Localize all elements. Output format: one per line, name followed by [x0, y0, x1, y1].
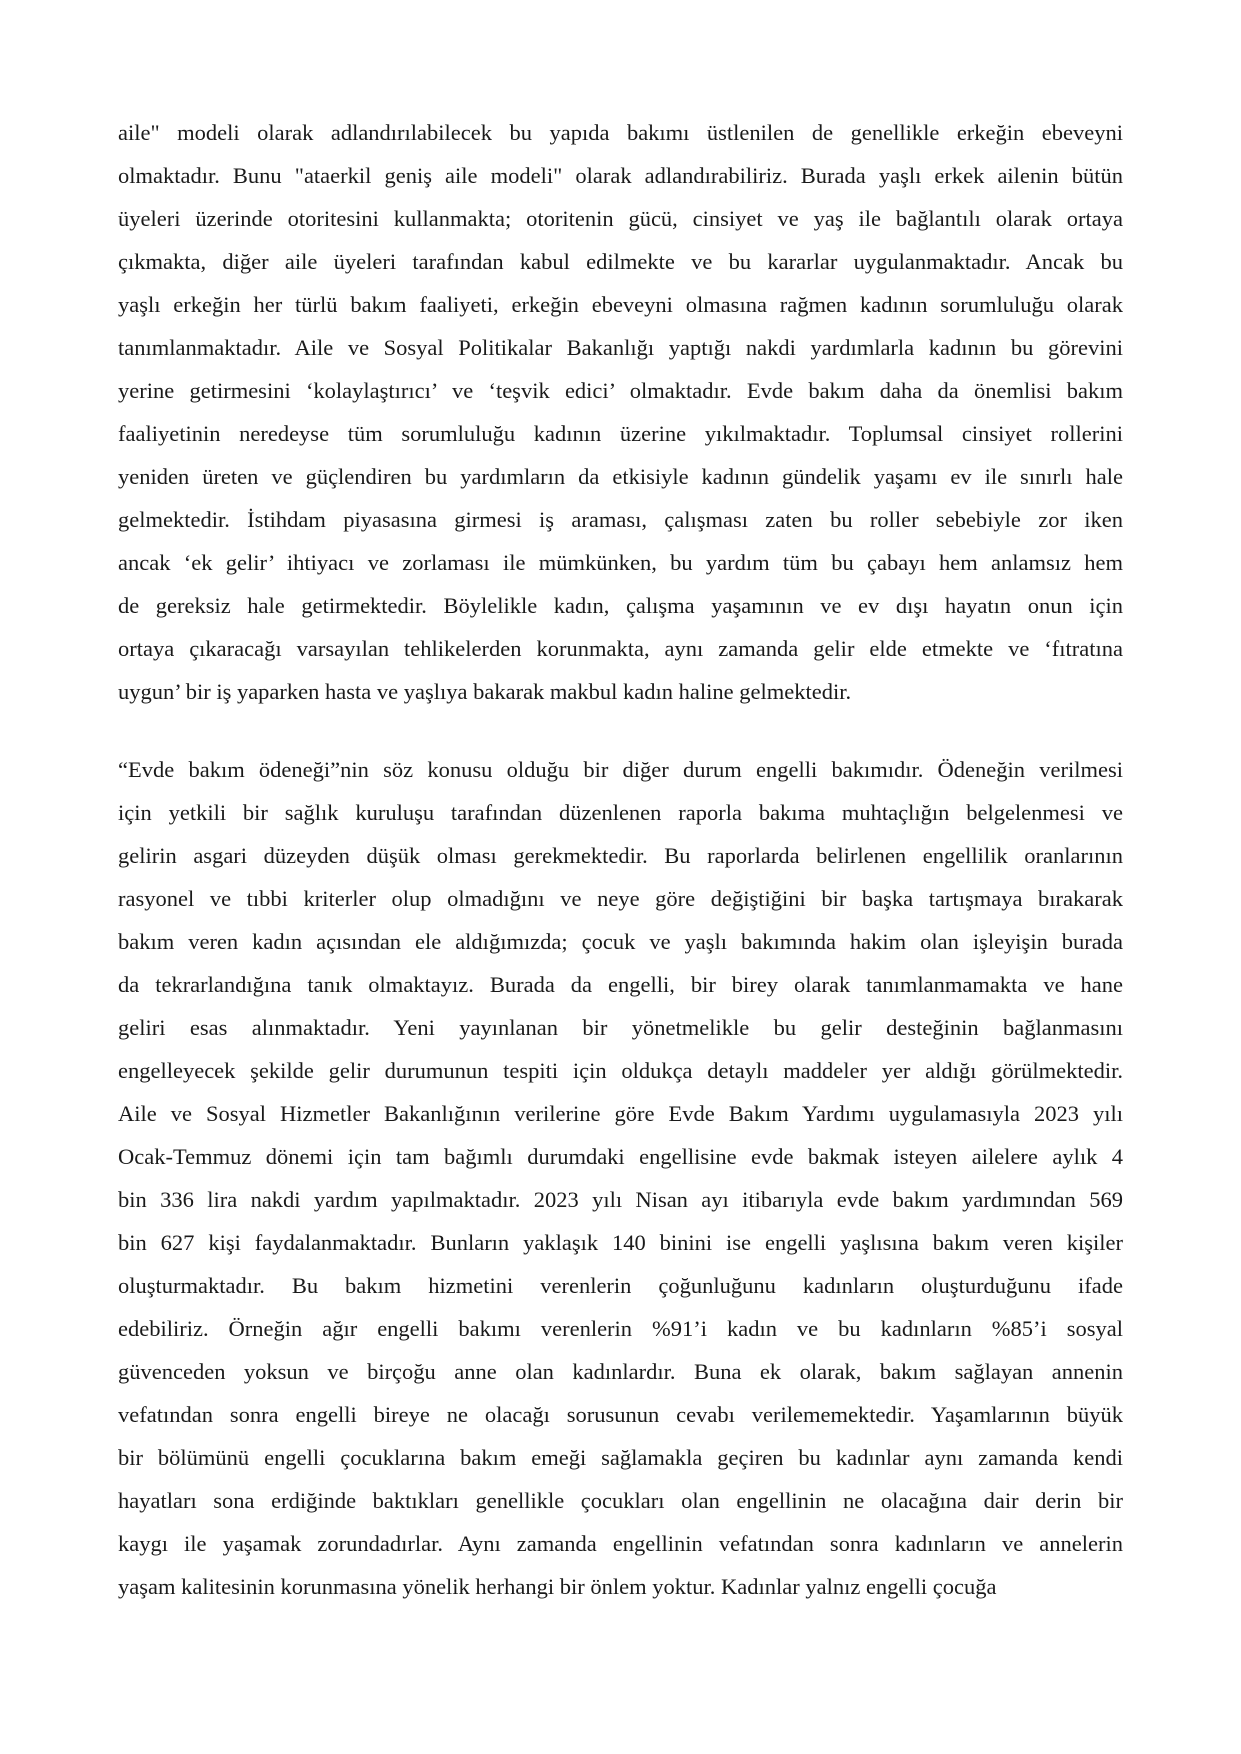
text-line: engelleyecek şekilde gelir durumunun tespiti için oldukça detaylı maddeler yer aldığı görülmektedir.: [118, 1058, 1123, 1083]
paragraph-1: [118, 111, 1123, 713]
text-line: bir bölümünü engelli çocuklarına bakım emeği sağlamakla geçiren bu kadınlar aynı zamanda kendi: [118, 1445, 1123, 1470]
text-line: yeniden üreten ve güçlendiren bu yardımların da etkisiyle kadının gündelik yaşamı ev ile sınırlı hale: [118, 464, 1123, 489]
text-line: gelmektedir. İstihdam piyasasına girmesi iş araması, çalışması zaten bu roller sebebiyle zor iken: [118, 507, 1123, 532]
text-line: geliri esas alınmaktadır. Yeni yayınlanan bir yönetmelikle bu gelir desteğinin bağlanmasını: [118, 1015, 1123, 1040]
text-line: yaşlı erkeğin her türlü bakım faaliyeti, erkeğin ebeveyni olmasına rağmen kadının sorumluluğu olarak: [118, 292, 1123, 317]
text-line: bakım veren kadın açısından ele aldığımızda; çocuk ve yaşlı bakımında hakim olan işleyişin burada: [118, 929, 1123, 954]
text-line: tanımlanmaktadır. Aile ve Sosyal Politikalar Bakanlığı yaptığı nakdi yardımlarla kadının bu görevini: [118, 335, 1123, 360]
text-line: edebiliriz. Örneğin ağır engelli bakımı verenlerin %91’i kadın ve bu kadınların %85’i sosyal: [118, 1316, 1123, 1341]
text-line: “Evde bakım ödeneği”nin söz konusu olduğu bir diğer durum engelli bakımıdır. Ödeneğin verilmesi: [118, 757, 1123, 782]
paragraph-2: [118, 748, 1123, 1608]
text-line: aile" modeli olarak adlandırılabilecek bu yapıda bakımı üstlenilen de genellikle erkeğin ebeveyni: [118, 120, 1123, 145]
text-line: gelirin asgari düzeyden düşük olması gerekmektedir. Bu raporlarda belirlenen engellilik oranlarının: [118, 843, 1123, 868]
text-line: da tekrarlandığına tanık olmaktayız. Burada da engelli, bir birey olarak tanımlanmamakta ve hane: [118, 972, 1123, 997]
text-line: oluşturmaktadır. Bu bakım hizmetini verenlerin çoğunluğunu kadınların oluşturduğunu ifade: [118, 1273, 1123, 1298]
text-line: Ocak-Temmuz dönemi için tam bağımlı durumdaki engellisine evde bakmak isteyen ailelere aylık 4: [118, 1144, 1123, 1169]
text-line: vefatından sonra engelli bireye ne olacağı sorusunun cevabı verilememektedir. Yaşamlarının büyük: [118, 1402, 1123, 1427]
text-line: kaygı ile yaşamak zorundadırlar. Aynı zamanda engellinin vefatından sonra kadınların ve annelerin: [118, 1531, 1123, 1556]
text-line: hayatları sona erdiğinde baktıkları genellikle çocukları olan engellinin ne olacağına dair derin bir: [118, 1488, 1123, 1513]
text-line: güvenceden yoksun ve birçoğu anne olan kadınlardır. Buna ek olarak, bakım sağlayan annenin: [118, 1359, 1123, 1384]
text-line: rasyonel ve tıbbi kriterler olup olmadığını ve neye göre değiştiğini bir başka tartışmaya bırakarak: [118, 886, 1123, 911]
text-line: Aile ve Sosyal Hizmetler Bakanlığının verilerine göre Evde Bakım Yardımı uygulamasıyla 2023 yılı: [118, 1101, 1123, 1126]
text-line: ancak ‘ek gelir’ ihtiyacı ve zorlaması ile mümkünken, bu yardım tüm bu çabayı hem anlamsız hem: [118, 550, 1123, 575]
text-line: bin 627 kişi faydalanmaktadır. Bunların yaklaşık 140 binini ise engelli yaşlısına bakım veren kişiler: [118, 1230, 1123, 1255]
text-line: yaşam kalitesinin korunmasına yönelik herhangi bir önlem yoktur. Kadınlar yalnız engelli çocuğa: [118, 1574, 997, 1599]
text-line: ortaya çıkaracağı varsayılan tehlikelerden korunmakta, aynı zamanda gelir elde etmekte ve ‘fıtratına: [118, 636, 1123, 661]
text-line: çıkmakta, diğer aile üyeleri tarafından kabul edilmekte ve bu kararlar uygulanmaktadır. Ancak bu: [118, 249, 1123, 274]
text-line: üyeleri üzerinde otoritesini kullanmakta; otoritenin gücü, cinsiyet ve yaş ile bağlantılı olarak ortaya: [118, 206, 1123, 231]
text-line: için yetkili bir sağlık kuruluşu tarafından düzenlenen raporla bakıma muhtaçlığın belgelenmesi ve: [118, 800, 1123, 825]
text-line: yerine getirmesini ‘kolaylaştırıcı’ ve ‘teşvik edici’ olmaktadır. Evde bakım daha da önemlisi bakım: [118, 378, 1123, 403]
text-line: uygun’ bir iş yaparken hasta ve yaşlıya bakarak makbul kadın haline gelmektedir.: [118, 679, 852, 704]
text-line: bin 336 lira nakdi yardım yapılmaktadır. 2023 yılı Nisan ayı itibarıyla evde bakım yardımından 569: [118, 1187, 1123, 1212]
text-line: faaliyetinin neredeyse tüm sorumluluğu kadının üzerine yıkılmaktadır. Toplumsal cinsiyet rollerini: [118, 421, 1123, 446]
text-line: de gereksiz hale getirmektedir. Böylelikle kadın, çalışma yaşamının ve ev dışı hayatın onun için: [118, 593, 1123, 618]
text-line: olmaktadır. Bunu "ataerkil geniş aile modeli" olarak adlandırabiliriz. Burada yaşlı erkek ailenin bütün: [118, 163, 1123, 188]
